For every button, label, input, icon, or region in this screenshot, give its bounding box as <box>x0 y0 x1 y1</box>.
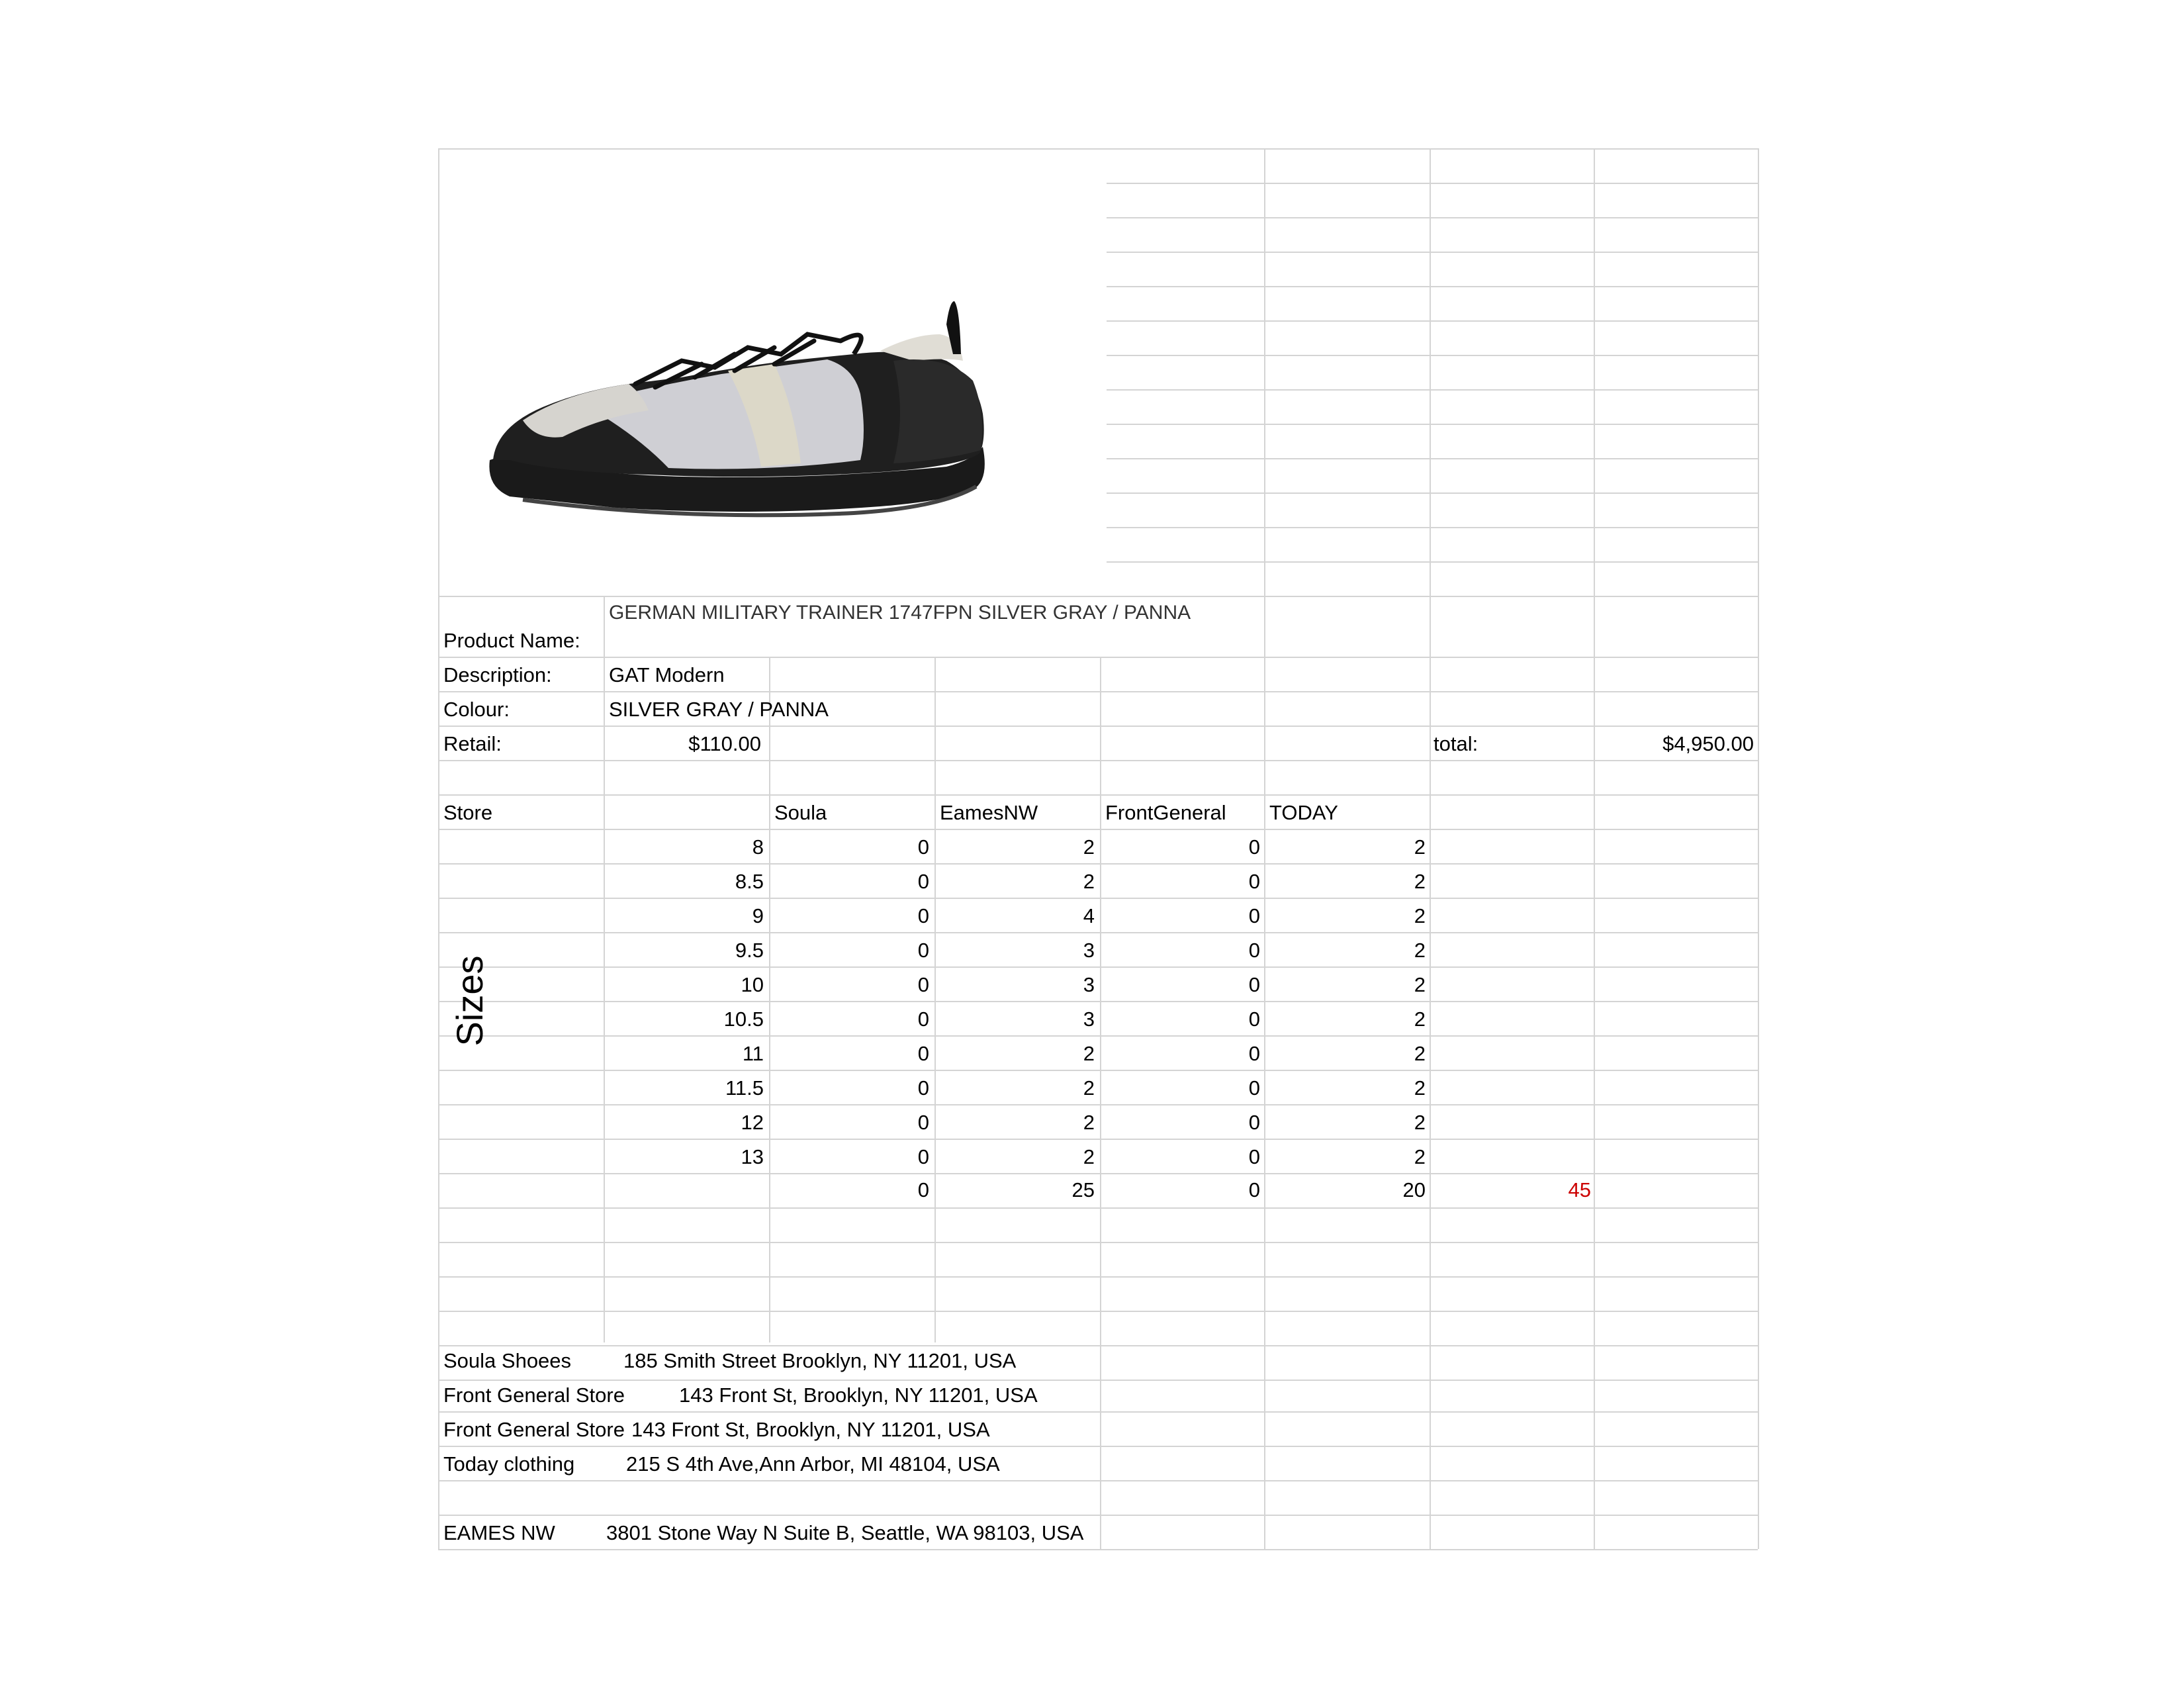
stock-cell: 0 <box>917 870 929 893</box>
colour-value: SILVER GRAY / PANNA <box>609 698 829 721</box>
gridline <box>1264 596 1265 1549</box>
gridline <box>1594 148 1595 596</box>
shoe-product-image <box>483 261 1079 539</box>
stock-cell: 2 <box>1414 973 1426 996</box>
header-frontgeneral: FrontGeneral <box>1105 801 1226 824</box>
gridline <box>438 760 1758 761</box>
gridline <box>1107 492 1758 494</box>
size-value: 9 <box>752 904 764 927</box>
gridline <box>438 726 1758 727</box>
stock-cell: 2 <box>1083 1076 1095 1100</box>
gridline <box>438 596 1758 597</box>
gridline <box>1107 252 1758 253</box>
total-eamesnw: 25 <box>1071 1178 1095 1201</box>
gridline <box>1264 148 1265 596</box>
header-eamesnw: EamesNW <box>940 801 1038 824</box>
gridline <box>438 1515 1758 1516</box>
stock-cell: 2 <box>1414 1111 1426 1134</box>
store-header-label: Store <box>443 801 493 824</box>
gridline <box>438 1139 1758 1140</box>
stock-cell: 3 <box>1083 939 1095 962</box>
stock-cell: 0 <box>1248 973 1260 996</box>
product-name-value: GERMAN MILITARY TRAINER 1747FPN SILVER GRAY / PANNA <box>609 602 1191 624</box>
gridline <box>1107 527 1758 528</box>
stock-cell: 2 <box>1083 1145 1095 1168</box>
colour-label: Colour: <box>443 698 510 721</box>
total-frontgeneral: 0 <box>1248 1178 1260 1201</box>
stock-cell: 2 <box>1414 1076 1426 1100</box>
gridline <box>1107 458 1758 459</box>
header-today: TODAY <box>1269 801 1338 824</box>
gridline <box>1107 424 1758 425</box>
stock-cell: 0 <box>1248 1076 1260 1100</box>
address-store-1: Front General Store <box>443 1383 625 1407</box>
gridline <box>438 1104 1758 1105</box>
total-today: 20 <box>1402 1178 1426 1201</box>
gridline <box>438 863 1758 865</box>
gridline <box>1430 596 1431 1549</box>
retail-value: $110.00 <box>688 732 761 755</box>
gridline <box>1107 561 1758 563</box>
stock-cell: 0 <box>917 1008 929 1031</box>
gridline <box>438 1411 1758 1413</box>
stock-cell: 2 <box>1083 1111 1095 1134</box>
stock-cell: 0 <box>917 973 929 996</box>
address-store-4: EAMES NW <box>443 1521 555 1544</box>
total-label: total: <box>1433 732 1479 755</box>
stock-cell: 0 <box>917 1042 929 1065</box>
stock-cell: 0 <box>1248 1111 1260 1134</box>
gridline <box>438 1242 1758 1243</box>
gridline <box>1107 320 1758 322</box>
gridline <box>1100 657 1101 1549</box>
gridline <box>438 1001 1758 1002</box>
gridline <box>438 691 1758 692</box>
size-value: 12 <box>741 1111 764 1134</box>
gridline <box>438 1446 1758 1447</box>
stock-cell: 0 <box>1248 1145 1260 1168</box>
gridline <box>438 1276 1758 1278</box>
address-line-4: 3801 Stone Way N Suite B, Seattle, WA 98103, USA <box>606 1521 1084 1544</box>
gridline <box>1107 355 1758 356</box>
stock-cell: 0 <box>1248 939 1260 962</box>
gridline <box>438 1380 1758 1381</box>
stock-cell: 2 <box>1414 939 1426 962</box>
address-store-3: Today clothing <box>443 1452 575 1476</box>
sizes-label: Sizes <box>449 955 490 1047</box>
gridline <box>604 596 605 1342</box>
gridline <box>438 1035 1758 1037</box>
retail-label: Retail: <box>443 732 502 755</box>
stock-cell: 0 <box>917 1111 929 1134</box>
size-value: 9.5 <box>735 939 764 962</box>
stock-cell: 2 <box>1083 870 1095 893</box>
total-value: $4,950.00 <box>1662 732 1754 755</box>
gridline <box>438 829 1758 830</box>
stock-cell: 2 <box>1083 1042 1095 1065</box>
stock-cell: 2 <box>1414 1042 1426 1065</box>
gridline <box>1107 183 1758 184</box>
description-label: Description: <box>443 663 552 686</box>
gridline <box>438 1173 1758 1174</box>
stock-cell: 2 <box>1414 1008 1426 1031</box>
gridline <box>438 932 1758 933</box>
size-value: 10 <box>741 973 764 996</box>
stock-cell: 0 <box>1248 1008 1260 1031</box>
stock-cell: 0 <box>1248 1042 1260 1065</box>
address-line-1: 143 Front St, Brooklyn, NY 11201, USA <box>679 1383 1038 1407</box>
stock-cell: 2 <box>1083 835 1095 859</box>
address-store-0: Soula Shoees <box>443 1349 572 1372</box>
stock-cell: 2 <box>1414 904 1426 927</box>
header-soula: Soula <box>774 801 827 824</box>
gridline <box>438 1549 1758 1550</box>
address-line-2: 143 Front St, Brooklyn, NY 11201, USA <box>631 1418 990 1441</box>
stock-cell: 2 <box>1414 835 1426 859</box>
gridline <box>1430 148 1431 596</box>
stock-cell: 3 <box>1083 1008 1095 1031</box>
gridline <box>438 148 1758 150</box>
stock-cell: 0 <box>1248 904 1260 927</box>
gridline <box>1107 286 1758 287</box>
gridline <box>438 1311 1758 1312</box>
gridline <box>438 898 1758 899</box>
stock-cell: 2 <box>1414 870 1426 893</box>
description-value: GAT Modern <box>609 663 725 686</box>
gridline <box>438 1070 1758 1071</box>
stock-cell: 3 <box>1083 973 1095 996</box>
grand-total: 45 <box>1568 1178 1591 1201</box>
stock-cell: 0 <box>917 904 929 927</box>
gridline <box>1107 217 1758 218</box>
gridline <box>438 966 1758 968</box>
stock-cell: 0 <box>1248 835 1260 859</box>
gridline <box>438 148 439 1549</box>
stock-cell: 0 <box>917 1076 929 1100</box>
address-line-0: 185 Smith Street Brooklyn, NY 11201, USA <box>623 1349 1017 1372</box>
size-value: 11 <box>742 1042 764 1065</box>
size-value: 8 <box>752 835 764 859</box>
stock-cell: 0 <box>917 1145 929 1168</box>
size-value: 8.5 <box>735 870 764 893</box>
stock-cell: 0 <box>1248 870 1260 893</box>
address-store-2: Front General Store <box>443 1418 625 1441</box>
gridline <box>438 1207 1758 1209</box>
stock-cell: 4 <box>1083 904 1095 927</box>
gridline <box>934 657 936 1342</box>
gridline <box>438 1345 1758 1346</box>
total-soula: 0 <box>917 1178 929 1201</box>
product-name-label: Product Name: <box>443 629 580 652</box>
size-value: 13 <box>741 1145 764 1168</box>
stock-cell: 2 <box>1414 1145 1426 1168</box>
gridline <box>438 1480 1758 1481</box>
gridline <box>769 657 770 1342</box>
gridline <box>1758 148 1759 1549</box>
address-line-3: 215 S 4th Ave,Ann Arbor, MI 48104, USA <box>626 1452 1000 1476</box>
size-value: 11.5 <box>725 1076 764 1100</box>
stock-cell: 0 <box>917 939 929 962</box>
gridline <box>438 794 1758 796</box>
size-value: 10.5 <box>723 1008 764 1031</box>
gridline <box>1107 389 1758 391</box>
gridline <box>438 657 1758 658</box>
stock-cell: 0 <box>917 835 929 859</box>
